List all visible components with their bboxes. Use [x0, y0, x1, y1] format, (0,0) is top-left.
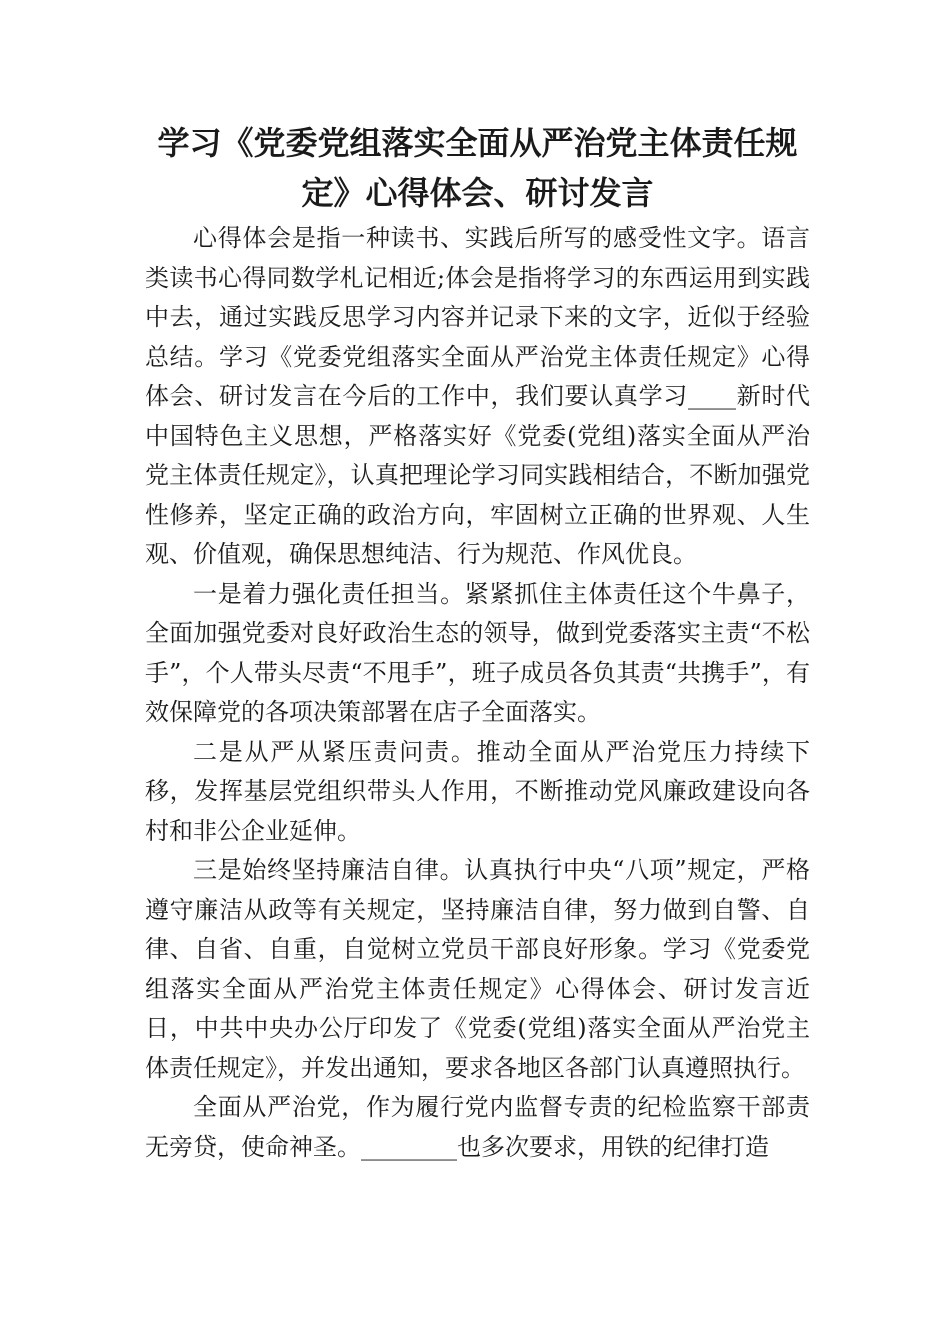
paragraph-point-one: 一是着力强化责任担当。紧紧抓住主体责任这个牛鼻子，全面加强党委对良好政治生态的领导，做到党委落实主责“不松手”，个人带头尽责“不甩手”，班子成员各负其责“共携手”，有效保障党的各项决策部署在店子全面落实。	[145, 579, 810, 726]
paragraph-closing: 全面从严治党，作为履行党内监督专责的纪检监察干部责无旁贷，使命神圣。________也多次要求，用铁的纪律打造	[145, 1093, 810, 1161]
document-title: 学习《党委党组落实全面从严治党主体责任规定》心得体会、研讨发言	[157, 124, 798, 212]
paragraph-intro: 心得体会是指一种读书、实践后所写的感受性文字。语言类读书心得同数学札记相近;体会是指将学习的东西运用到实践中去，通过实践反思学习内容并记录下来的文字，近似于经验总结。学习《党委党组落实全面从严治党主体责任规定》心得体会、研讨发言在今后的工作中，我们要认真学习____新时代中国特色主义思想，严格落实好《党委(党组)落实全面从严治党主体责任规定》，认真把理论学习同实践相结合，不断加强党性修养，坚定正确的政治方向，牢固树立正确的世界观、人生观、价值观，确保思想纯洁、行为规范、作风优良。	[145, 224, 810, 568]
paragraph-point-three: 三是始终坚持廉洁自律。认真执行中央“八项”规定，严格遵守廉洁从政等有关规定，坚持廉洁自律，努力做到自警、自律、自省、自重，自觉树立党员干部良好形象。学习《党委党组落实全面从严治党主体责任规定》心得体会、研讨发言近日，中共中央办公厅印发了《党委(党组)落实全面从严治党主体责任规定》，并发出通知，要求各地区各部门认真遵照执行。	[145, 856, 810, 1082]
document-page	[145, 118, 810, 1167]
paragraph-point-two: 二是从严从紧压责问责。推动全面从严治党压力持续下移，发挥基层党组织带头人作用，不断推动党风廉政建设向各村和非公企业延伸。	[145, 737, 810, 845]
